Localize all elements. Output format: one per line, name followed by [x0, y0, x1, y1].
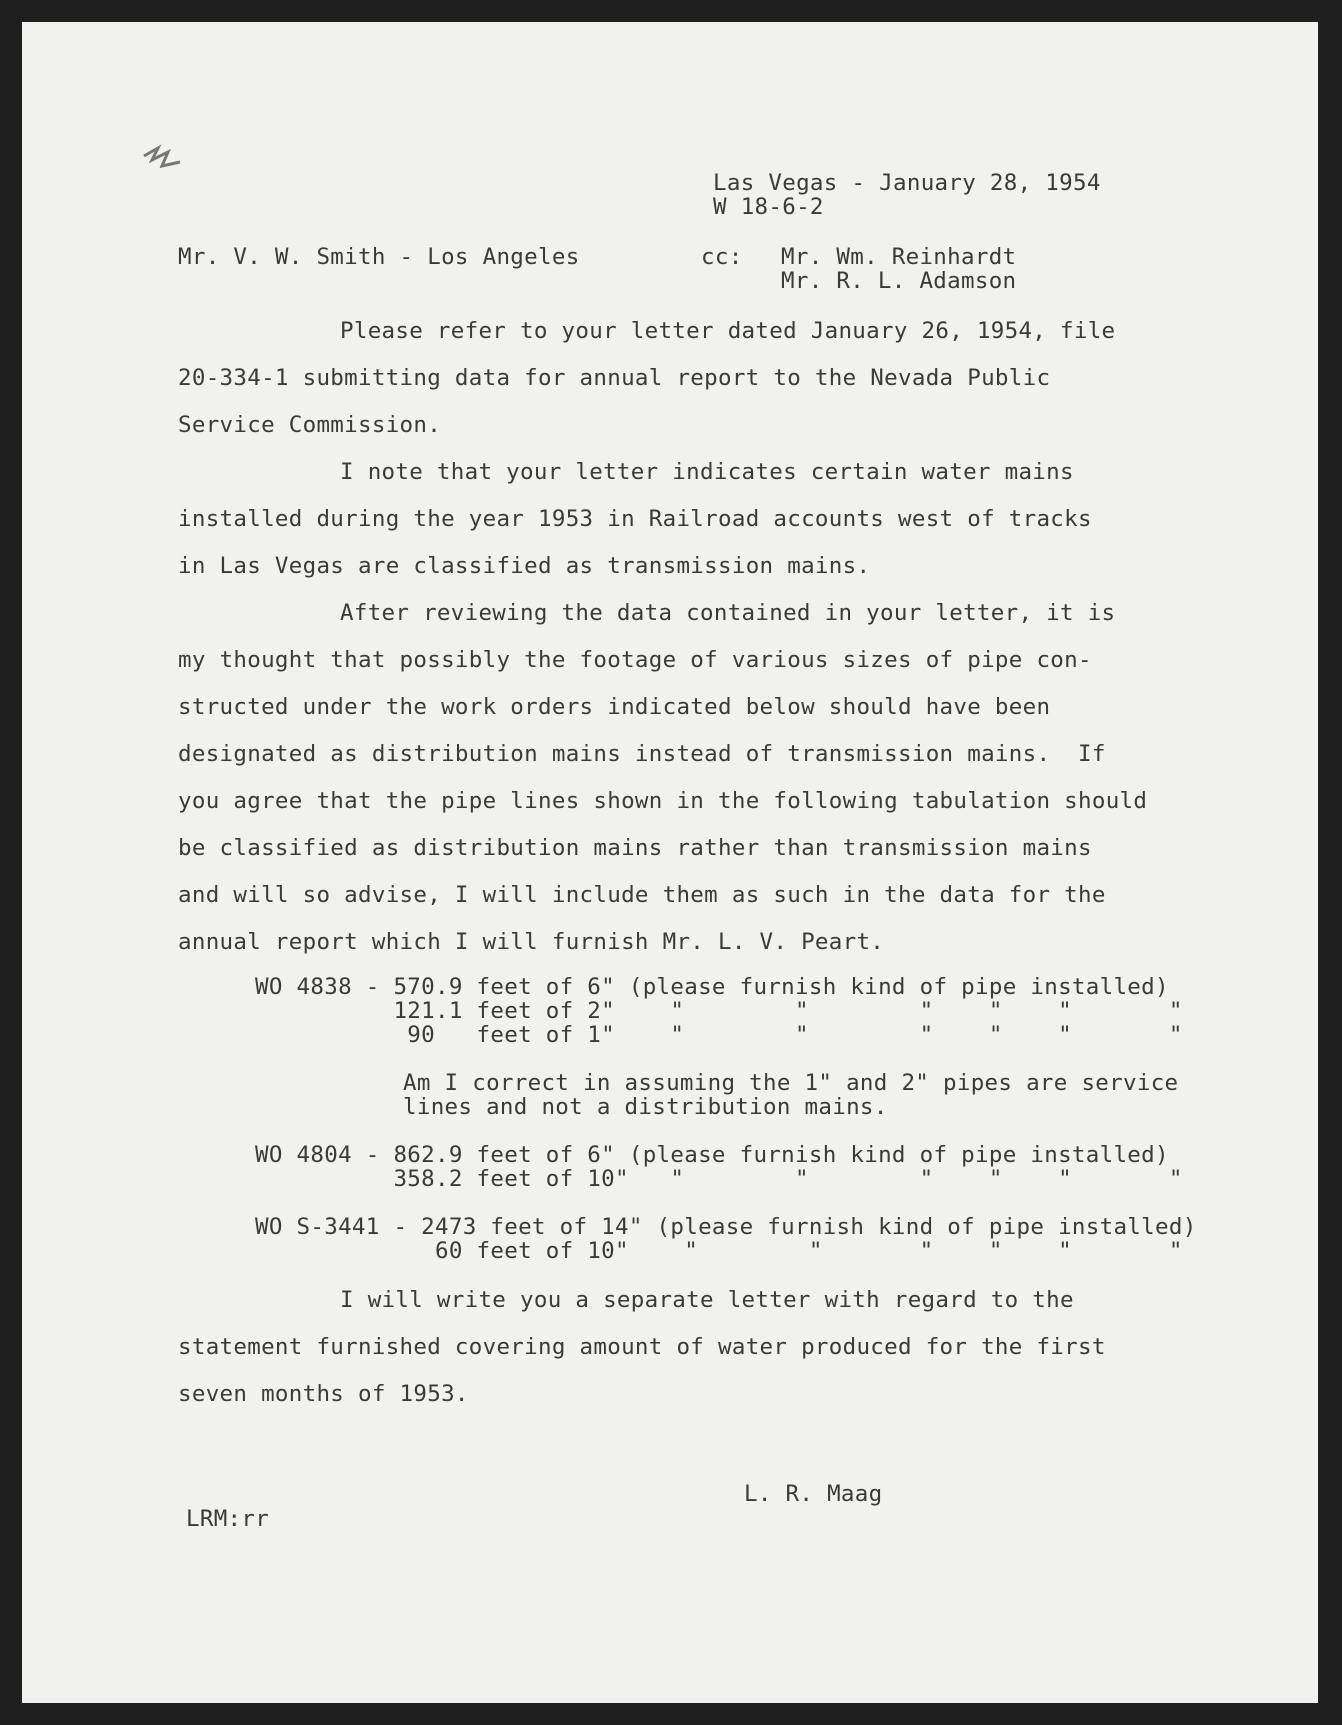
work-order-line: 90 feet of 1" " " " " " " — [255, 1022, 1183, 1048]
signature: L. R. Maag — [744, 1481, 883, 1507]
work-order-note: lines and not a distribution mains. — [403, 1094, 888, 1120]
work-order-line: WO 4838 - 570.9 feet of 6" (please furnish kind of pipe installed) — [255, 974, 1169, 1000]
body-line: After reviewing the data contained in your letter, it is — [340, 600, 1116, 626]
closing-line: I will write you a separate letter with regard to the — [340, 1287, 1074, 1313]
body-line: you agree that the pipe lines shown in the following tabulation should — [178, 788, 1148, 814]
body-line: my thought that possibly the footage of various sizes of pipe con- — [178, 647, 1092, 673]
body-line: annual report which I will furnish Mr. L. V. Peart. — [178, 929, 885, 955]
body-line: Service Commission. — [178, 412, 442, 438]
work-order-line: 60 feet of 10" " " " " " " — [255, 1238, 1183, 1264]
work-order-line: WO S-3441 - 2473 feet of 14" (please furnish kind of pipe installed) — [255, 1214, 1197, 1240]
letter-page — [22, 22, 1318, 1703]
pen-mark-icon — [142, 142, 184, 176]
work-order-line: WO 4804 - 862.9 feet of 6" (please furnish kind of pipe installed) — [255, 1142, 1169, 1168]
work-order-line: 121.1 feet of 2" " " " " " " — [255, 998, 1183, 1024]
closing-line: statement furnished covering amount of water produced for the first — [178, 1334, 1106, 1360]
work-order-note: Am I correct in assuming the 1" and 2" pipes are service — [403, 1070, 1179, 1096]
body-line: and will so advise, I will include them as such in the data for the — [178, 882, 1106, 908]
body-line: be classified as distribution mains rather than transmission mains — [178, 835, 1092, 861]
cc-label: cc: — [701, 244, 743, 270]
body-line: installed during the year 1953 in Railroad accounts west of tracks — [178, 506, 1092, 532]
file-reference: W 18-6-2 — [713, 194, 824, 220]
body-line: designated as distribution mains instead of transmission mains. If — [178, 741, 1106, 767]
place-date: Las Vegas - January 28, 1954 — [713, 170, 1101, 196]
cc-recipient-2: Mr. R. L. Adamson — [781, 268, 1017, 294]
body-line: in Las Vegas are classified as transmission mains. — [178, 553, 871, 579]
work-order-line: 358.2 feet of 10" " " " " " " — [255, 1166, 1183, 1192]
body-line: I note that your letter indicates certain water mains — [340, 459, 1074, 485]
cc-recipient-1: Mr. Wm. Reinhardt — [781, 244, 1017, 270]
closing-line: seven months of 1953. — [178, 1381, 469, 1407]
body-line: 20-334-1 submitting data for annual report to the Nevada Public — [178, 365, 1051, 391]
addressee: Mr. V. W. Smith - Los Angeles — [178, 244, 580, 270]
body-line: structed under the work orders indicated below should have been — [178, 694, 1051, 720]
body-line: Please refer to your letter dated January 26, 1954, file — [340, 318, 1116, 344]
typist-initials: LRM:rr — [186, 1506, 270, 1532]
